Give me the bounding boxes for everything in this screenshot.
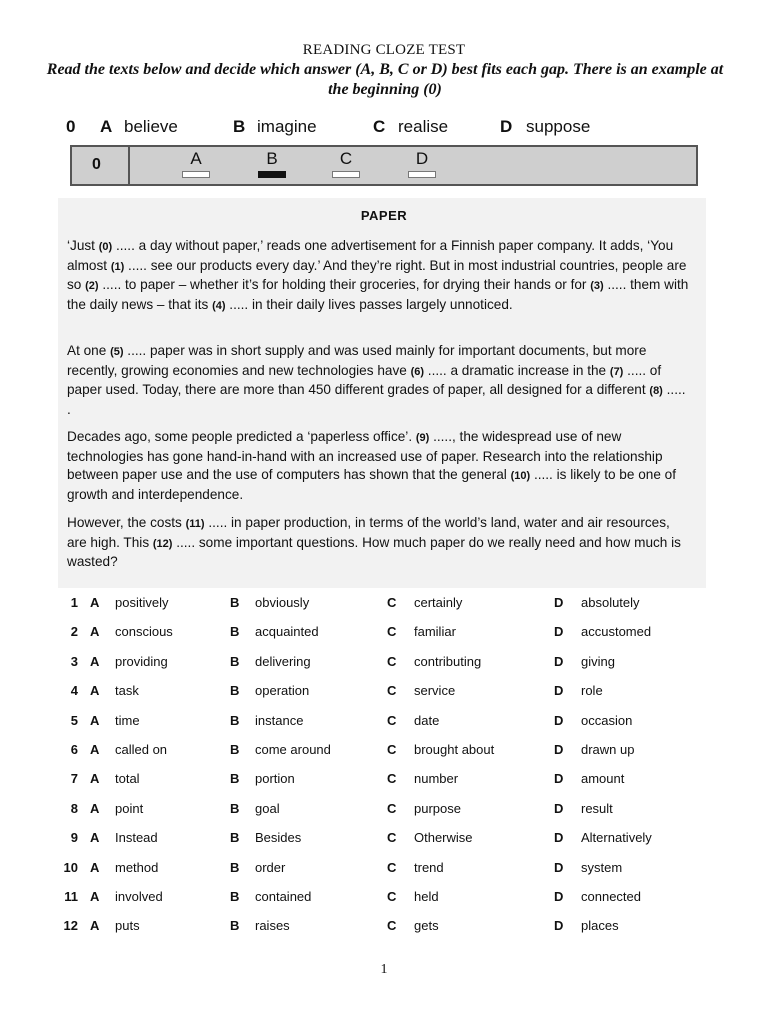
option-text-a[interactable]: total [115,771,140,787]
option-letter-d: D [554,888,564,904]
option-text-b[interactable]: raises [255,918,290,934]
gap-number: (6) [410,365,425,378]
option-letter-d: D [554,800,564,816]
option-letter-d: D [554,595,564,610]
option-text-b[interactable]: portion [255,771,295,787]
instructions: Read the texts below and decide which answer (A, B, C or D) best fits each gap. There is an example at the beginning (0) [46,61,724,98]
question-row [60,885,700,914]
option-text-c[interactable]: service [414,683,456,699]
option-text-b[interactable]: contained [255,888,312,904]
passage-title: PAPER [360,208,408,223]
gap-number: (3) [590,280,604,293]
option-letter-d: D [554,830,564,846]
option-text-d[interactable]: drawn up [581,741,635,757]
question-number: 12 [63,918,78,934]
gap-number: (1) [110,260,125,273]
option-text-d[interactable]: amount [581,771,625,787]
option-letter-b: B [230,712,240,728]
option-text-b[interactable]: instance [255,712,304,728]
option-letter-d: D [554,741,564,757]
question-row [60,709,700,738]
option-text-d[interactable]: places [581,918,619,934]
option-text-c[interactable]: held [414,888,439,904]
gap-number: (7) [609,365,624,378]
option-text-a[interactable]: involved [115,888,163,904]
option-text-d[interactable]: occasion [581,712,633,728]
option-text-d[interactable]: giving [581,653,615,669]
option-letter-a: A [90,800,100,816]
answer-option-letter: C [339,149,353,168]
option-letter-d: D [554,771,564,787]
gap-number: (2) [85,280,99,293]
option-text-c[interactable]: familiar [414,624,456,640]
option-text-d[interactable]: system [581,859,623,875]
option-letter-c: C [387,800,397,816]
option-text-d[interactable]: role [581,683,603,699]
option-letter-a: A [90,624,100,640]
question-row [60,738,700,767]
gap-number: (0) [98,241,113,253]
option-letter-d: D [554,918,564,934]
option-text-b[interactable]: operation [255,683,310,699]
option-text-b[interactable]: acquainted [255,624,319,640]
option-letter-b: B [230,595,240,610]
gap-number: (4) [212,300,226,313]
option-letter-b: B [230,830,240,846]
option-letter-a: A [90,830,100,846]
question-row [60,826,700,855]
option-text-d[interactable]: result [581,800,613,816]
option-letter-d: D [554,683,564,699]
question-row [60,620,700,649]
option-text-b[interactable]: Besides [255,830,302,846]
option-letter-d: D [554,653,564,669]
question-row [60,679,700,708]
option-letter-b: B [230,741,240,757]
gap-number: (11) [185,518,205,530]
answer-slot-c[interactable] [332,171,360,178]
example-letter-a: A [100,117,113,136]
example-letter-c: C [373,117,386,136]
answer-options-list [60,591,700,944]
option-text-c[interactable]: certainly [414,595,463,610]
option-letter-a: A [90,918,100,934]
example-option-d: suppose [526,117,591,136]
question-number: 1 [70,595,78,610]
option-text-a[interactable]: conscious [115,624,173,640]
answer-option-letter: A [190,149,202,168]
question-number: 11 [64,888,78,904]
question-row [60,650,700,679]
option-text-b[interactable]: come around [255,741,331,757]
option-text-a[interactable]: providing [115,653,168,669]
option-letter-a: A [90,859,100,875]
option-text-b[interactable]: goal [255,800,280,816]
answer-option-a[interactable] [176,149,216,178]
option-text-d[interactable]: connected [581,888,641,904]
example-option-a: believe [124,117,178,136]
option-text-c[interactable]: date [414,712,440,728]
option-letter-b: B [230,683,240,699]
option-letter-d: D [554,859,564,875]
question-number: 6 [70,741,78,757]
gap-number: (12) [152,537,173,550]
passage-paragraph: Decades ago, some people predicted a ‘paperless office’. (9) ....., the widespread use of new technologies has gone hand-in-hand with an increased use of paper. Research into the relationship between paper use and the use of computers has shown that the general (10) ..... is likely to be one of growth and interdependence. [67,429,676,503]
option-letter-c: C [387,918,397,934]
option-text-a[interactable]: puts [115,918,140,934]
question-row [60,856,700,885]
option-letter-c: C [387,624,397,640]
option-text-a[interactable]: task [115,683,139,699]
option-text-a[interactable]: point [115,800,144,816]
option-text-c[interactable]: Otherwise [414,830,473,846]
gap-number: (10) [510,470,531,483]
option-letter-b: B [230,800,240,816]
page-number: 1 [380,962,388,977]
option-text-d[interactable]: accustomed [581,624,652,640]
example-row [66,117,686,141]
example-number: 0 [66,117,76,136]
question-number: 5 [70,712,78,728]
option-letter-c: C [387,741,397,757]
example-letter-b: B [233,117,246,136]
option-text-b[interactable]: delivering [255,653,311,669]
option-text-c[interactable]: gets [414,918,439,934]
option-letter-c: C [387,653,397,669]
option-letter-c: C [387,712,397,728]
option-letter-c: C [387,888,397,904]
gap-number: (9) [415,432,430,444]
option-text-a[interactable]: Instead [115,830,158,846]
option-text-c[interactable]: contributing [414,653,482,669]
option-letter-a: A [90,712,100,728]
option-text-a[interactable]: method [115,859,159,875]
answer-option-b[interactable] [252,149,292,178]
option-letter-a: A [90,771,100,787]
question-row [60,767,700,796]
option-letter-c: C [387,683,397,699]
question-number: 9 [70,830,78,846]
question-number: 3 [70,653,78,669]
option-letter-b: B [230,859,240,875]
option-letter-d: D [554,624,564,640]
answer-option-c[interactable] [326,149,366,178]
option-text-c[interactable]: purpose [414,800,461,816]
question-number: 10 [63,859,78,875]
passage-paragraph: ‘Just (0) ..... a day without paper,’ reads one advertisement for a Finnish paper company. It adds, ‘You almost (1) ..... see our products every day.’ And they’re right. But in most industrial countries, people are so (2) ..... to paper – whether it’s for holding their groceries, for drying their hands or for (3) ..... them with the daily news – that its (4) ..... in their daily lives passes largely unnoticed. [67,238,689,313]
example-option-c: realise [398,117,449,136]
option-text-b[interactable]: obviously [255,595,310,610]
option-text-a[interactable]: time [115,712,140,728]
option-letter-b: B [230,624,240,640]
option-text-d[interactable]: Alternatively [581,830,652,846]
option-text-a[interactable]: positively [115,595,169,610]
option-text-b[interactable]: order [255,859,286,875]
option-text-c[interactable]: brought about [414,741,495,757]
question-number: 2 [70,624,78,640]
answer-option-letter: B [266,149,278,168]
answer-slot-b[interactable] [258,171,286,178]
option-letter-d: D [554,712,564,728]
option-letter-b: B [230,888,240,904]
option-letter-c: C [387,830,397,846]
option-letter-a: A [90,683,100,699]
option-text-d[interactable]: absolutely [581,595,640,610]
option-text-a[interactable]: called on [115,741,168,757]
answer-slot-d[interactable] [408,171,436,178]
option-letter-c: C [387,771,397,787]
question-number: 7 [70,771,78,787]
page-title: READING CLOZE TEST [302,42,466,58]
question-number: 4 [70,683,78,699]
question-row [60,914,700,943]
passage-paragraph: At one (5) ..... paper was in short supply and was used mainly for important documents, but more recently, growing economies and new technologies have (6) ..... a dramatic increase in the (7) ..... of paper used. Today, there are more than 450 different grades of paper, all designed for a different (8) ..... . [67,343,686,418]
option-letter-a: A [90,888,100,904]
option-text-c[interactable]: trend [414,859,444,875]
question-row [60,591,700,620]
question-row [60,797,700,826]
gap-number: (5) [110,346,124,358]
answer-box-number-cell [72,147,130,184]
gap-number: (8) [649,385,663,398]
example-answer-box [70,145,698,186]
option-letter-a: A [90,653,100,669]
option-text-c[interactable]: number [414,771,459,787]
answer-option-d[interactable] [402,149,442,178]
answer-option-letter: D [415,149,429,168]
example-option-b: imagine [257,117,317,136]
option-letter-c: C [387,595,397,610]
passage-paragraph: However, the costs (11) ..... in paper production, in terms of the world’s land, water and air resources, are high. This (12) ..... some important questions. How much paper do we really need and how much is wasted? [67,515,681,570]
option-letter-b: B [230,918,240,934]
option-letter-a: A [90,595,100,610]
option-letter-b: B [230,771,240,787]
option-letter-c: C [387,859,397,875]
option-letter-a: A [90,741,100,757]
answer-box-number: 0 [92,156,101,173]
question-number: 8 [70,800,78,816]
option-letter-b: B [230,653,240,669]
example-letter-d: D [500,117,513,136]
answer-slot-a[interactable] [182,171,210,178]
